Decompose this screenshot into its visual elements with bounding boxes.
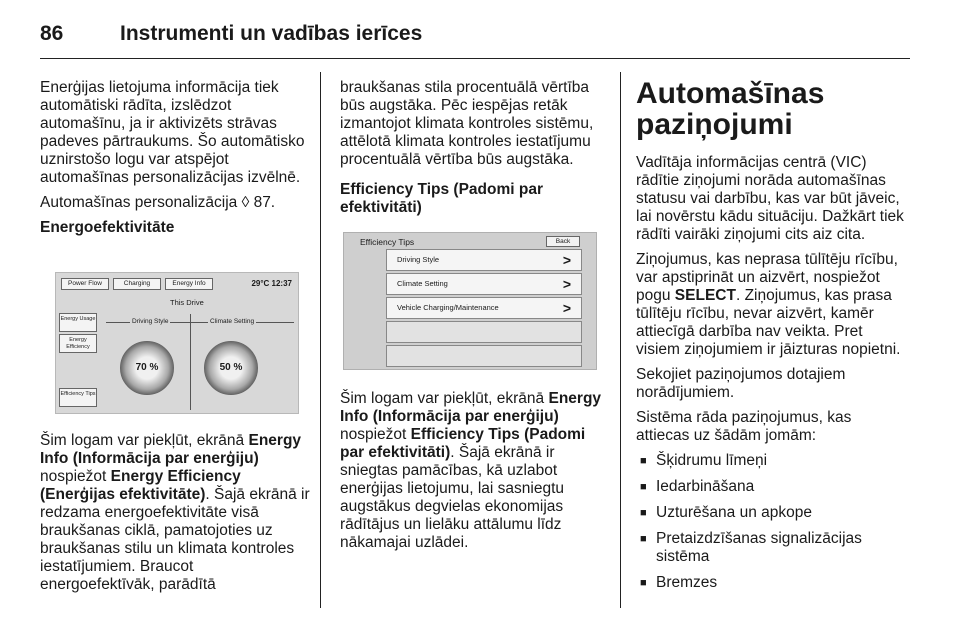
column-1 (40, 79, 312, 249)
paragraph: Enerģijas lietojuma informācija tiek automātiski rādīta, izslēdzot automašīnu, ja ir aktivizēts strāvas padeves pārtraukums. Šo automātisko uznirstošo logu var atspējot automašīnas personalizācijas izvēlnē. (40, 79, 305, 186)
page-header (40, 18, 920, 58)
column-1-bottom (40, 432, 312, 601)
column-divider-1 (320, 72, 321, 608)
list-item: ■ Šķidrumu līmeņi (636, 452, 908, 470)
page-title: Instrumenti un vadības ierīces (120, 22, 423, 45)
chevron-right-icon: > (562, 276, 571, 292)
energy-usage-button: Energy Usage (59, 313, 97, 332)
list-item: ■ Bremzes (636, 574, 908, 592)
tip-row-climate-setting: Climate Setting > (386, 273, 582, 295)
tip-row-empty (386, 345, 582, 367)
page-number: 86 (40, 22, 64, 45)
gauge-value: 50 % (219, 362, 243, 373)
section-subheading: Efficiency Tips (Padomi par efektivitāti) (340, 181, 543, 216)
energy-efficiency-screenshot (55, 272, 299, 414)
section-heading: Energoefektivitāte (40, 219, 175, 236)
tab-power-flow: Power Flow (61, 278, 109, 290)
energy-efficiency-button: Energy Efficiency (59, 334, 97, 353)
climate-setting-label: Climate Setting (210, 318, 255, 325)
notification-area-list (636, 452, 908, 592)
paragraph: Sistēma rāda paziņojumus, kas attiecas uz šādām jomām: (636, 409, 852, 444)
driving-style-gauge (120, 341, 174, 395)
efficiency-tips-screenshot (343, 232, 597, 370)
cross-reference: Automašīnas personalizācija ◊ 87. (40, 194, 276, 211)
paragraph: Šim logam var piekļūt, ekrānā Energy Info (Informācija par enerģiju) nospiežot Efficiency Tips (Padomi par efektivitāti). Šajā ekrānā ir sniegtas pamācības, kā uzlabot enerģijas lietojumu, lai sasniegtu augstākus degvielas ekonomijas rādītājus un lielāku attālumu līdz nākamajai uzlādei. (340, 390, 602, 551)
paragraph: Sekojiet paziņojumos dotajiem norādījumiem. (636, 366, 846, 401)
screen-title: Efficiency Tips (360, 237, 415, 247)
climate-setting-gauge (204, 341, 258, 395)
column-3 (636, 78, 908, 600)
this-drive-label: This Drive (170, 298, 204, 307)
tip-row-driving-style: Driving Style > (386, 249, 582, 271)
list-item: ■ Pretaizdzīšanas signalizācijas sistēma (636, 530, 908, 566)
paragraph: Ziņojumus, kas neprasa tūlītēju rīcību, var apstiprināt un aizvērt, nospiežot pogu SELECT. Ziņojumus, kas prasa tūlītēju rīcību, nevar aizvērt, kamēr attiecīgā darbība nav veikta. Pret visiem ziņojumiem ir jāizturas nopietni. (636, 251, 901, 358)
chevron-right-icon: > (562, 252, 571, 268)
back-button: Back (546, 236, 580, 247)
list-item: ■ Uzturēšana un apkope (636, 504, 908, 522)
column-2 (340, 79, 608, 229)
list-item: ■ Iedarbināšana (636, 478, 908, 496)
chevron-right-icon: > (562, 300, 571, 316)
section-title: Automašīnas paziņojumi (636, 77, 825, 141)
paragraph: Šim logam var piekļūt, ekrānā Energy Info (Informācija par enerģiju) nospiežot Energy Efficiency (Enerģijas efektivitāte). Šajā ekrānā ir redzama energoefektivitāte visā braukšanas ciklā, pamatojoties uz braukšanas stilu un klimata kontroles iestatījumiem. Braucot energoefektīvāk, parādītā (40, 432, 310, 593)
temperature-time: 29°C 12:37 (251, 279, 292, 288)
column-divider-2 (620, 72, 621, 608)
paragraph: braukšanas stila procentuālā vērtība būs augstāka. Pēc iespējas retāk izmantojot klimata kontroles sistēmu, attēlotā klimata kontroles iestatījumu procentuālā vērtība būs augstāka. (340, 79, 594, 168)
efficiency-tips-button: Efficiency Tips (59, 388, 97, 407)
column-2-bottom (340, 390, 608, 559)
tab-energy-info: Energy Info (165, 278, 213, 290)
header-divider (40, 58, 910, 59)
driving-style-label: Driving Style (132, 318, 169, 325)
tab-charging: Charging (113, 278, 161, 290)
paragraph: Vadītāja informācijas centrā (VIC) rādītie ziņojumi norāda automašīnas statusu vai darbību, kas var būt jāveic, lai novērstu kādu situāciju. Dažkārt tiek rādīti vairāki ziņojumi cits aiz cita. (636, 154, 904, 243)
tip-row-empty (386, 321, 582, 343)
center-divider (190, 314, 191, 410)
tip-row-vehicle-charging: Vehicle Charging/Maintenance > (386, 297, 582, 319)
gauge-value: 70 % (135, 362, 159, 373)
